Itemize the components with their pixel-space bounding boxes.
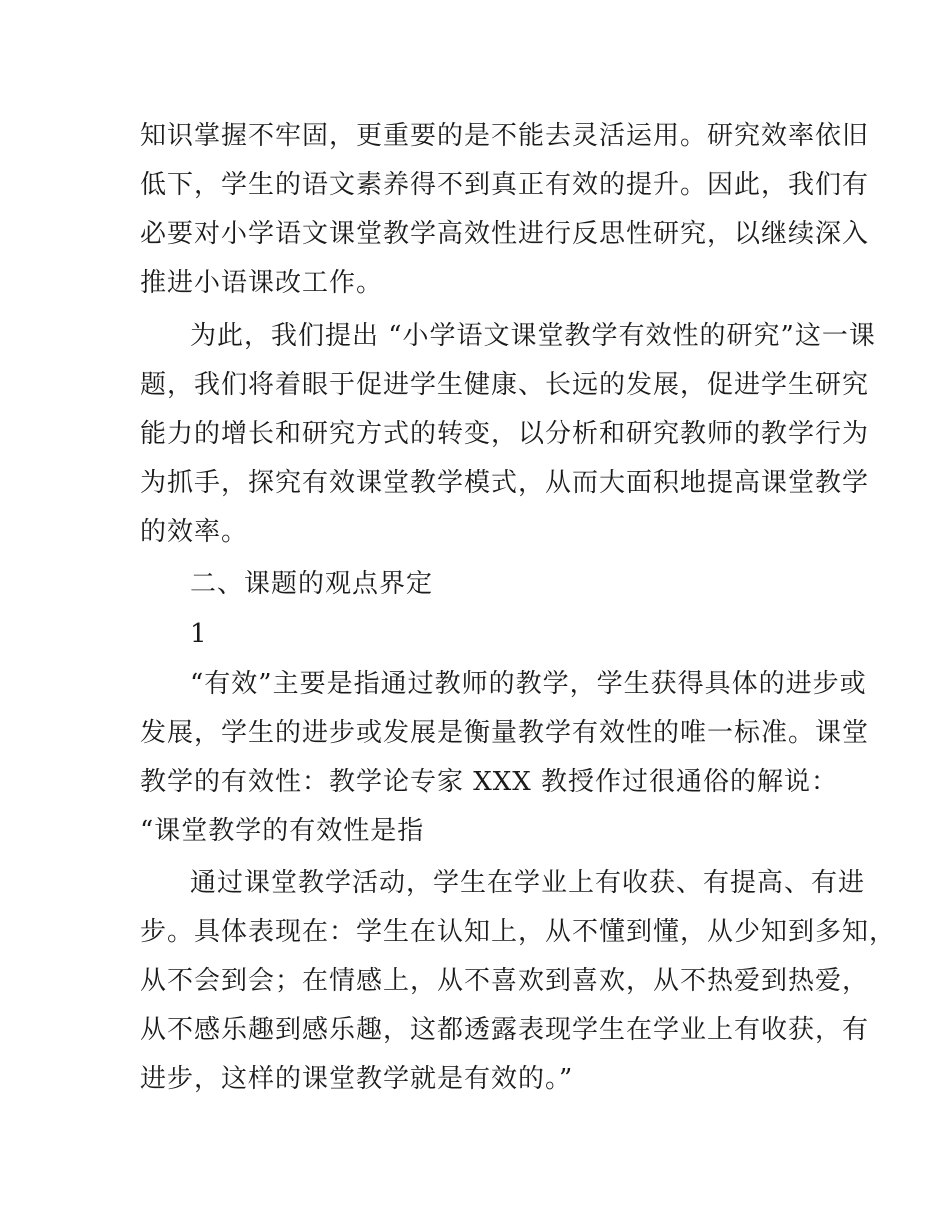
paragraph-4-line-3: 从不会到会；在情感上，从不喜欢到喜欢，从不热爱到热爱， xyxy=(140,966,870,996)
paragraph-3-line-2: 发展，学生的进步或发展是衡量教学有效性的唯一标准。课堂 xyxy=(140,718,870,748)
paragraph-1-line-2: 低下，学生的语文素养得不到真正有效的提升。因此，我们有 xyxy=(140,170,870,200)
paragraph-4-line-2: 步。具体表现在：学生在认知上，从不懂到懂，从少知到多知， xyxy=(140,917,897,947)
paragraph-4-line-5: 进步，这样的课堂教学就是有效的。” xyxy=(140,1064,574,1094)
paragraph-2-line-3: 能力的增长和研究方式的转变，以分析和研究教师的教学行为 xyxy=(140,419,870,449)
paragraph-2-line-2: 题，我们将着眼于促进学生健康、长远的发展，促进学生研究 xyxy=(140,370,870,400)
paragraph-2-line-1: 为此，我们提出 “小学语文课堂教学有效性的研究”这一课 xyxy=(190,321,876,351)
paragraph-3-line-1: “有效”主要是指通过教师的教学，学生获得具体的进步或 xyxy=(190,669,867,699)
paragraph-1-line-3: 必要对小学语文课堂教学高效性进行反思性研究，以继续深入 xyxy=(140,219,870,249)
paragraph-1-line-1: 知识掌握不牢固，更重要的是不能去灵活运用。研究效率依旧 xyxy=(140,121,870,151)
paragraph-3-line-4: “课堂教学的有效性是指 xyxy=(140,816,425,846)
paragraph-4-line-1: 通过课堂教学活动，学生在学业上有收获、有提高、有进 xyxy=(190,868,866,898)
item-number: 1 xyxy=(190,619,208,649)
paragraph-2-line-5: 的效率。 xyxy=(140,517,249,547)
section-heading: 二、课题的观点界定 xyxy=(190,569,434,599)
paragraph-2-line-4: 为抓手，探究有效课堂教学模式，从而大面积地提高课堂教学 xyxy=(140,468,870,498)
paragraph-1-line-4: 推进小语课改工作。 xyxy=(140,268,384,298)
paragraph-3-line-3: 教学的有效性：教学论专家 XXX 教授作过很通俗的解说： xyxy=(140,767,839,797)
paragraph-4-line-4: 从不感乐趣到感乐趣，这都透露表现学生在学业上有收获，有 xyxy=(140,1015,870,1045)
